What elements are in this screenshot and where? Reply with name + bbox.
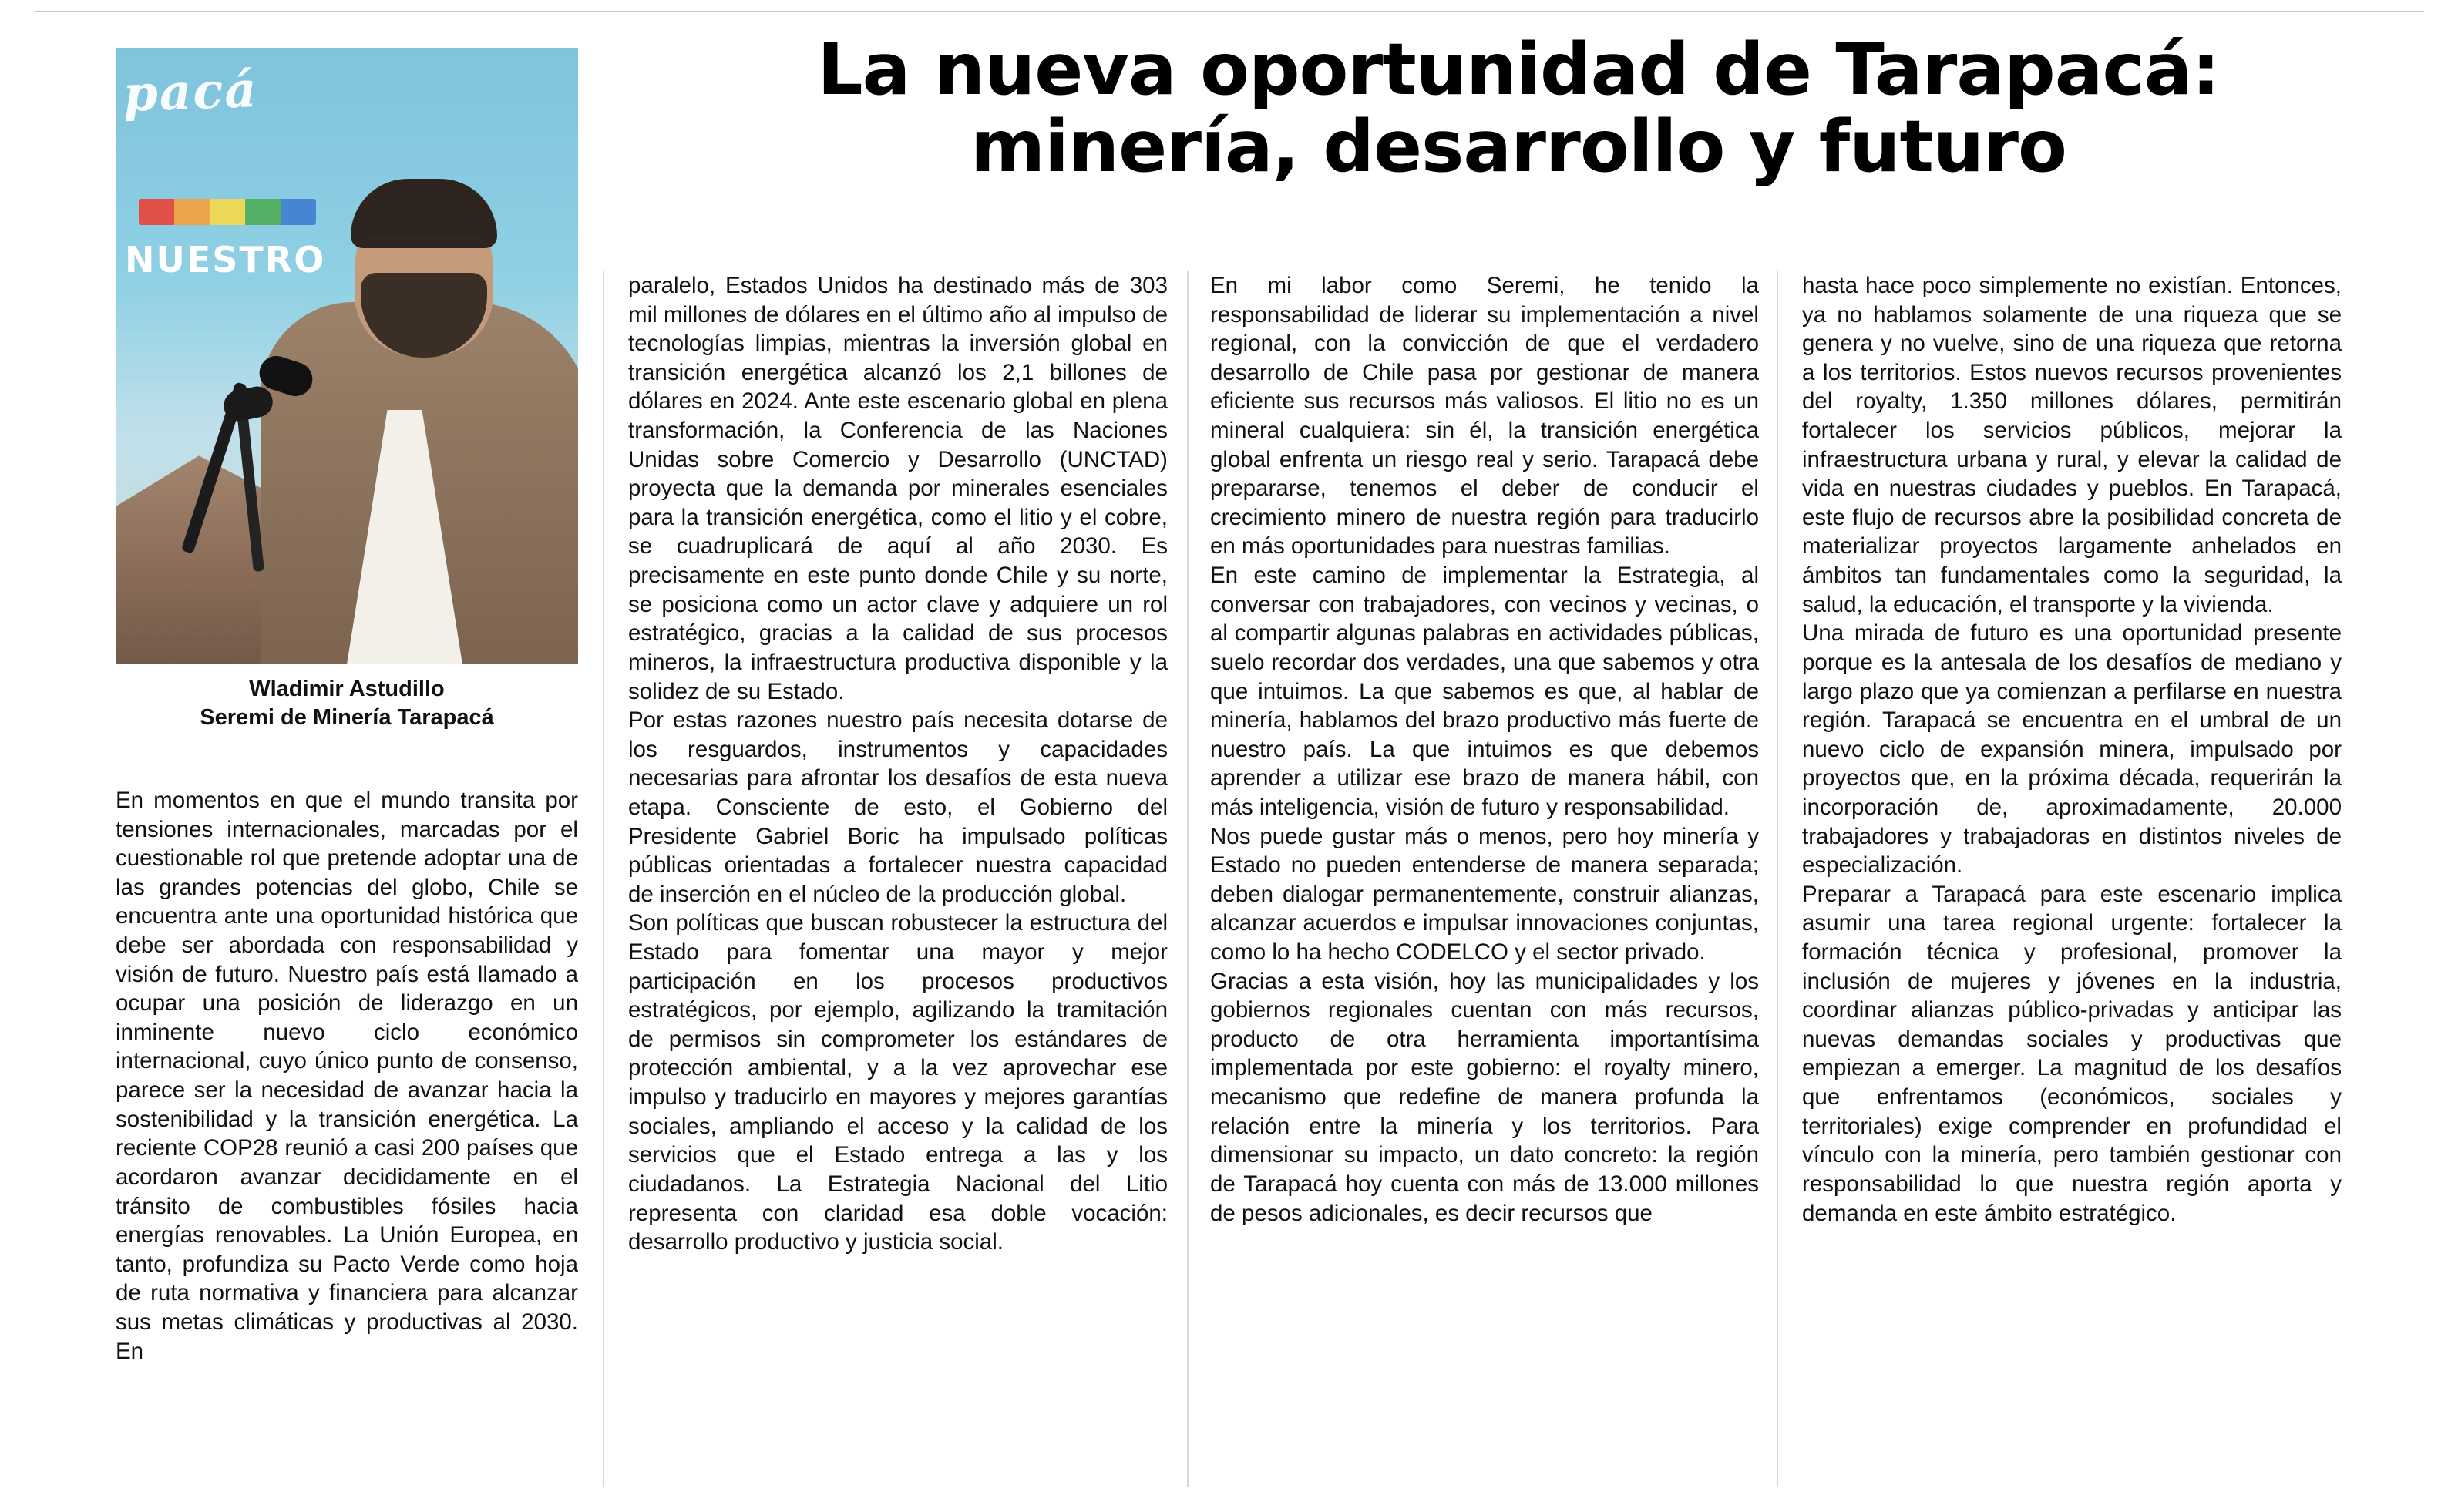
photo-banner-word-1: pacá: [122, 60, 259, 124]
headline-line-2: minería, desarrollo y futuro: [970, 105, 2066, 189]
photo-caption: [116, 675, 578, 732]
paragraph: Preparar a Tarapacá para este escenario implica asumir una tarea regional urgente: fortalecer la formación técnica y profesional, promover la inclusión de mujeres y jóvenes en la industria, coordinar alianzas público-privadas y anticipar las nuevas demandas sociales y productivas que empiezan a emerger. La magnitud de los desafíos que enfrentamos (económicos, sociales y territoriales) exige comprender en profundidad el vínculo con la minería, pero también gestionar con responsabilidad lo que nuestra región aporta y demanda en este ámbito estratégico.: [1802, 881, 2342, 1226]
article-photo: [116, 48, 578, 664]
paragraph: hasta hace poco simplemente no existían. Entonces, ya no hablamos solamente de una riqueza que se genera y no vuelve, sino de una riqueza que retorna a los territorios. Estos nuevos recursos provenientes del royalty, 1.350 millones dólares, permitirán fortalecer los servicios públicos, mejorar la infraestructura urbana y rural, y elevar la calidad de vida en nuestras ciudades y pueblos. En Tarapacá, este flujo de recursos abre la posibilidad concreta de materializar proyectos largamente anhelados en ámbitos tan fundamentales como la seguridad, la salud, la educación, el transporte y la vivienda.: [1802, 273, 2342, 617]
page-title: [617, 28, 2420, 189]
paragraph: Por estas razones nuestro país necesita dotarse de los resguardos, instrumentos y capacidades necesarias para afrontar los desafíos de esta nueva etapa. Consciente de esto, el Gobierno del Presidente Gabriel Boric ha impulsado políticas públicas orientadas a fortalecer nuestra capacidad de inserción en el núcleo de la producción global.: [628, 707, 1168, 907]
photo-person-glasses: [364, 237, 484, 264]
column-divider-1: [603, 271, 604, 1487]
paragraph: En mi labor como Seremi, he tenido la responsabilidad de liderar su implementación a nivel regional, con la convicción de que el verdadero desarrollo de Chile pasa por gestionar de manera eficiente sus recursos más valiosos. El litio no es un mineral cualquiera: sin él, la transición energética global enfrenta un riesgo real y serio. Tarapacá debe prepararse, tenemos el deber de conducir el crecimiento minero de nuestra región para traducirlo en más oportunidades para nuestras familias.: [1210, 273, 1759, 559]
photo-banner-word-2: NUESTRO: [125, 239, 326, 281]
top-divider: [34, 11, 2424, 12]
caption-role: Seremi de Minería Tarapacá: [200, 705, 494, 731]
headline-block: [617, 28, 2420, 189]
article-column-2: [628, 271, 1168, 1489]
column-divider-2: [1187, 271, 1189, 1487]
column-divider-3: [1777, 271, 1778, 1487]
paragraph: En este camino de implementar la Estrategia, al conversar con trabajadores, con vecinos y vecinas, o al compartir algunas palabras en actividades públicas, suelo recordar dos verdades, una que sabemos y otra que intuimos. La que sabemos es que, al hablar de minería, hablamos del brazo productivo más fuerte de nuestro país. La que intuimos es que debemos aprender a utilizar ese brazo de manera hábil, con más inteligencia, visión de futuro y responsabilidad.: [1210, 563, 1759, 820]
article-column-1: [116, 786, 578, 1487]
photo-block: [116, 48, 578, 732]
paragraph: paralelo, Estados Unidos ha destinado más de 303 mil millones de dólares en el último año al impulso de tecnologías limpias, mientras la inversión global en transición energética alcanzó los 2,1 billones de dólares en 2024. Ante este escenario global en plena transformación, la Conferencia de las Naciones Unidas sobre Comercio y Desarrollo (UNCTAD) proyecta que la demanda por minerales esenciales para la transición energética, como el litio y el cobre, se cuadruplicará de aquí al año 2030. Es precisamente en este punto donde Chile y su norte, se posiciona como un actor clave y adquiere un rol estratégico, gracias a la calidad de sus procesos mineros, la infraestructura productiva disponible y la solidez de su Estado.: [628, 273, 1168, 704]
caption-name: Wladimir Astudillo: [249, 677, 445, 701]
article-column-4: [1802, 271, 2342, 1489]
article-column-3: [1210, 271, 1759, 1489]
headline-line-1: La nueva oportunidad de Tarapacá:: [817, 28, 2220, 111]
paragraph: Nos puede gustar más o menos, pero hoy minería y Estado no pueden entenderse de manera separada; deben dialogar permanentemente, construir alianzas, alcanzar acuerdos e impulsar innovaciones conjuntas, como lo ha hecho CODELCO y el sector privado.: [1210, 823, 1759, 966]
photo-color-bars: [139, 199, 316, 225]
paragraph: Una mirada de futuro es una oportunidad presente porque es la antesala de los desafíos de mediano y largo plazo que ya comienzan a perfilarse en nuestra región. Tarapacá se encuentra en el umbral de un nuevo ciclo de expansión minera, impulsado por proyectos que, en la próxima década, requerirán la incorporación de, aproximadamente, 20.000 trabajadores y trabajadoras en distintos niveles de especialización.: [1802, 620, 2342, 879]
paragraph: Gracias a esta visión, hoy las municipalidades y los gobiernos regionales cuentan con más recursos, producto de otra herramienta importantísima implementada por este gobierno: el royalty minero, mecanismo que redefine de manera profunda la relación entre la minería y los territorios. Para dimensionar su impacto, un dato concreto: la región de Tarapacá hoy cuenta con más de 13.000 millones de pesos adicionales, es decir recursos que: [1210, 968, 1759, 1226]
paragraph: Son políticas que buscan robustecer la estructura del Estado para fomentar una mayor y mejor participación en los procesos productivos estratégicos, por ejemplo, agilizando la tramitación de permisos sin comprometer los estándares de protección ambiental, y a la vez aprovechar ese impulso y traducirlo en mayores y mejores garantías sociales, ampliando el acceso y la calidad de los servicios que el Estado entrega a las y los ciudadanos. La Estrategia Nacional del Litio representa con claridad esa doble vocación: desarrollo productivo y justicia social.: [628, 910, 1168, 1255]
paragraph: En momentos en que el mundo transita por tensiones internacionales, marcadas por el cuestionable rol que pretende adoptar una de las grandes potencias del globo, Chile se encuentra ante una oportunidad histórica que debe ser abordada con responsabilidad y visión de futuro. Nuestro país está llamado a ocupar una posición de liderazgo en un inminente nuevo ciclo económico internacional, cuyo único punto de consenso, parece ser la necesidad de avanzar hacia la sostenibilidad y la transición energética. La reciente COP28 reunió a casi 200 países que acordaron avanzar decididamente en el tránsito de combustibles fósiles hacia energías renovables. La Unión Europea, en tanto, profundiza su Pacto Verde como hoja de ruta normativa y financiera para alcanzar sus metas climáticas y productivas al 2030. En: [116, 788, 578, 1364]
